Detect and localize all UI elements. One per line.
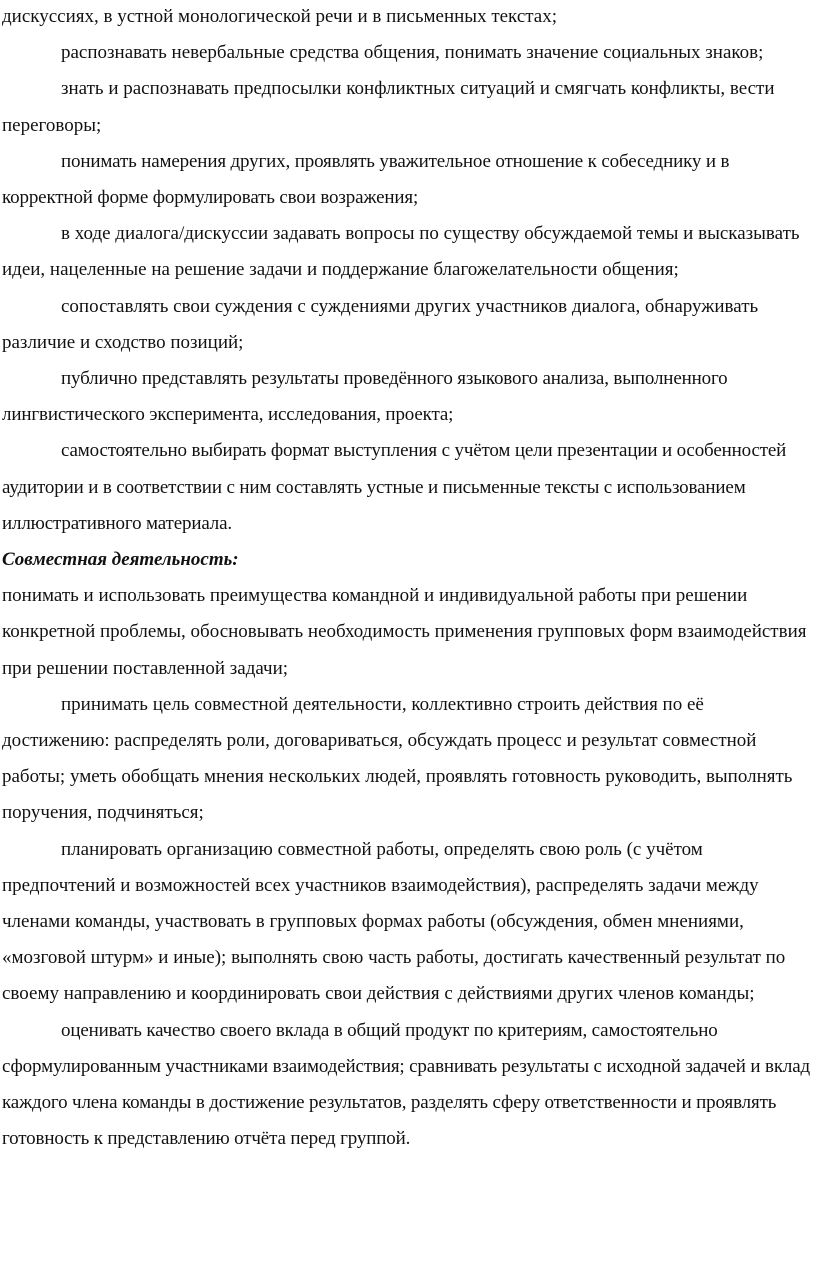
section-heading: Совместная деятельность: — [2, 549, 239, 571]
paragraph-joint-goal: принимать цель совместной деятельности, коллективно строить действия по её достижению: распределять роли, договариваться, обсуждать процесс и результат совместной работы; уметь обобщать мнения нескольких людей, проявлять готовность руководить, выполнять поручения, подчиняться; — [2, 693, 793, 824]
paragraph-continuation: дискуссиях, в устной монологической речи и в письменных текстах; — [2, 6, 557, 27]
paragraph-dialogue: в ходе диалога/дискуссии задавать вопросы по существу обсуждаемой темы и высказывать идеи, нацеленные на решение задачи и поддержание благожелательности общения; — [2, 223, 800, 281]
paragraph-compare-judgments: сопоставлять свои суждения с суждениями других участников диалога, обнаруживать различие и сходство позиций; — [2, 295, 759, 353]
paragraph-present-results: публично представлять результаты проведённого языкового анализа, выполненного лингвистического эксперимента, исследования, проекта; — [2, 368, 728, 426]
paragraph-nonverbal: распознавать невербальные средства общения, понимать значение социальных знаков; — [61, 42, 764, 64]
paragraph-conflicts: знать и распознавать предпосылки конфликтных ситуаций и смягчать конфликты, вести переговоры; — [2, 78, 775, 136]
paragraph-planning: планировать организацию совместной работы, определять свою роль (с учётом предпочтений и возможностей всех участников взаимодействия), распределять задачи между членами команды, участвовать в групповых формах работы (обсуждения, обмен мнениями, «мозговой штурм» и иные); выполнять свою часть работы, достигать качественный результат по своему направлению и координировать свои действия с действиями других членов команды; — [2, 838, 786, 1005]
paragraph-evaluation: оценивать качество своего вклада в общий продукт по критериям, самостоятельно сформулированным участниками взаимодействия; сравнивать результаты с исходной задачей и вклад каждого члена команды в достижение результатов, разделять сферу ответственности и проявлять готовность к представлению отчёта перед группой. — [2, 1019, 811, 1150]
paragraph-intentions: понимать намерения других, проявлять уважительное отношение к собеседнику и в корректной форме формулировать свои возражения; — [2, 150, 730, 209]
paragraph-presentation-format: самостоятельно выбирать формат выступления с учётом цели презентации и особенностей аудитории и в соответствии с ним составлять устные и письменные тексты с использованием иллюстративного материала. — [2, 440, 787, 534]
paragraph-teamwork-advantages: понимать и использовать преимущества командной и индивидуальной работы при решении конкретной проблемы, обосновывать необходимость применения групповых форм взаимодействия при решении поставленной задачи; — [2, 585, 807, 679]
document-body — [2, 0, 816, 1158]
